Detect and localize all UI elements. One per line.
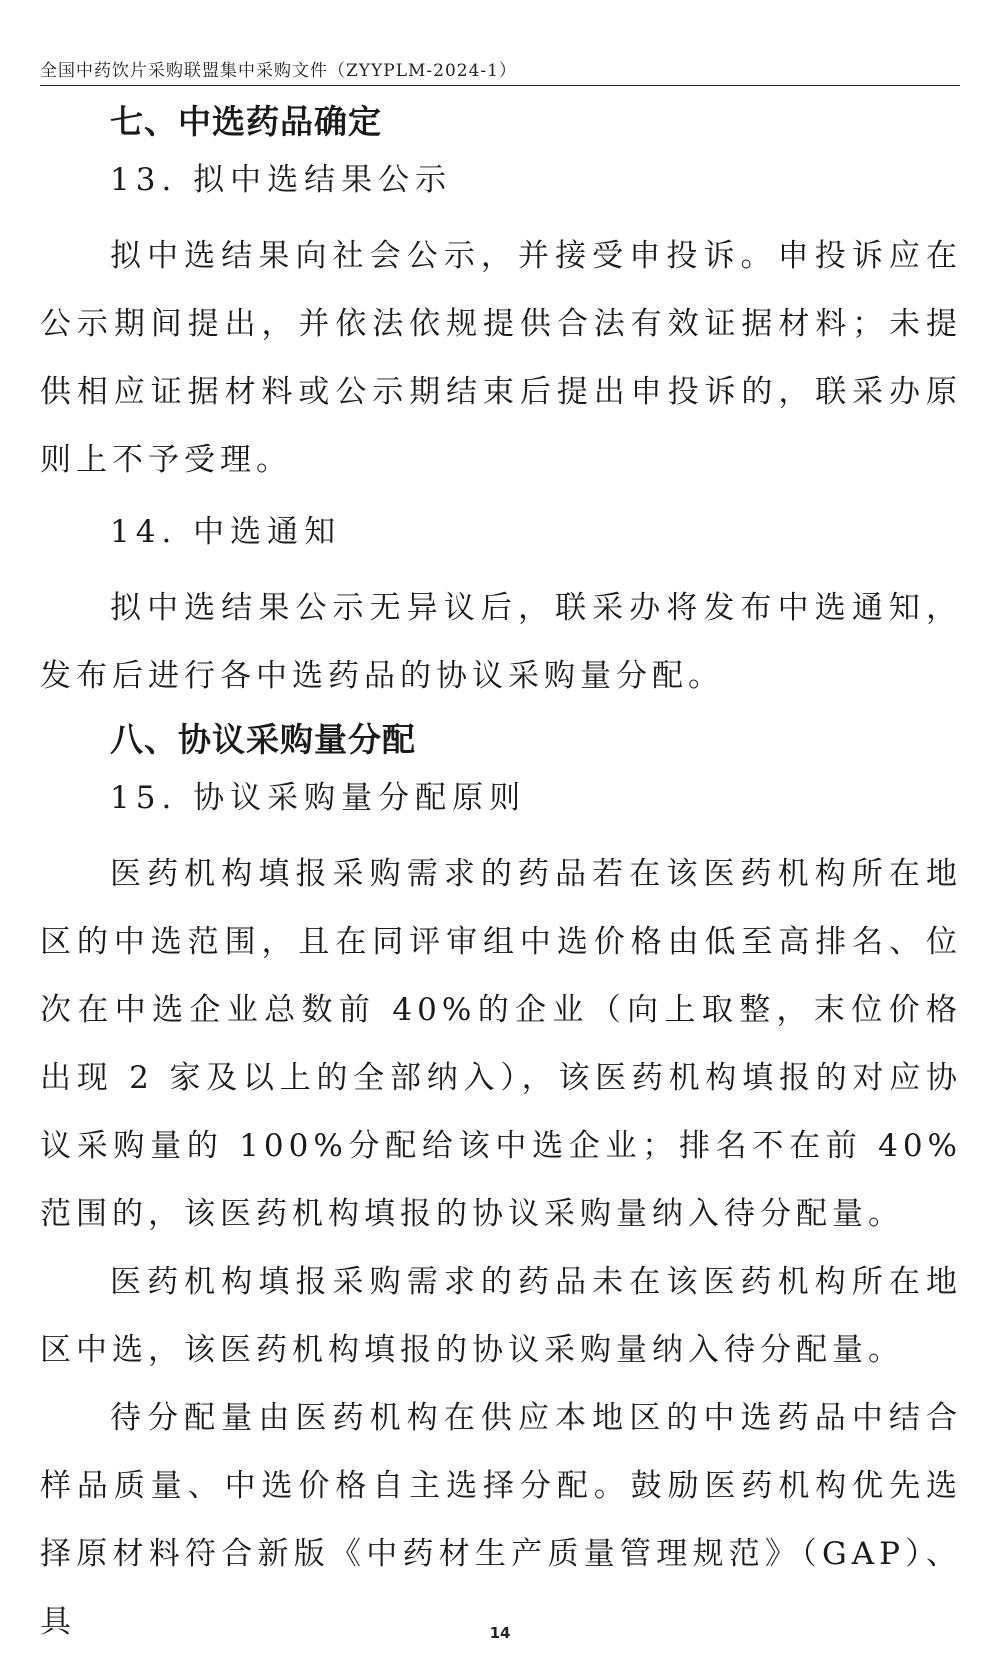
subsection-title-14: 14. 中选通知 xyxy=(110,514,342,550)
paragraph-15-3: 待分配量由医药机构在供应本地区的中选药品中结合样品质量、中选价格自主选择分配。鼓励医药机构优先选择原材料符合新版《中药材生产质量管理规范》（GAP）、具 xyxy=(40,1400,962,1640)
paragraph-14-1: 拟中选结果公示无异议后，联采办将发布中选通知，发布后进行各中选药品的协议采购量分配。 xyxy=(40,590,962,694)
section-heading-7: 七、中选药品确定 xyxy=(110,102,382,141)
document-header: 全国中药饮片采购联盟集中采购文件（ZYYPLM-2024-1） xyxy=(40,61,517,81)
page-number: 14 xyxy=(489,1624,511,1642)
subsection-title-15: 15. 协议采购量分配原则 xyxy=(110,780,527,816)
subsection-title-13: 13. 拟中选结果公示 xyxy=(110,162,453,198)
page-content xyxy=(40,92,962,1656)
section-heading-8: 八、协议采购量分配 xyxy=(110,720,416,759)
header-divider xyxy=(40,85,960,86)
paragraph-13-1: 拟中选结果向社会公示，并接受申投诉。申投诉应在公示期间提出，并依法依规提供合法有效证据材料；未提供相应证据材料或公示期结束后提出申投诉的，联采办原则上不予受理。 xyxy=(40,238,962,478)
paragraph-15-1: 医药机构填报采购需求的药品若在该医药机构所在地区的中选范围，且在同评审组中选价格由低至高排名、位次在中选企业总数前 40%的企业（向上取整，末位价格出现 2 家及以上的全部纳入），该医药机构填报的对应协议采购量的 100%分配给该中选企业；排名不在前 40%范围的，该医药机构填报的协议采购量纳入待分配量。 xyxy=(40,856,962,1232)
paragraph-15-2: 医药机构填报采购需求的药品未在该医药机构所在地区中选，该医药机构填报的协议采购量纳入待分配量。 xyxy=(40,1264,962,1368)
